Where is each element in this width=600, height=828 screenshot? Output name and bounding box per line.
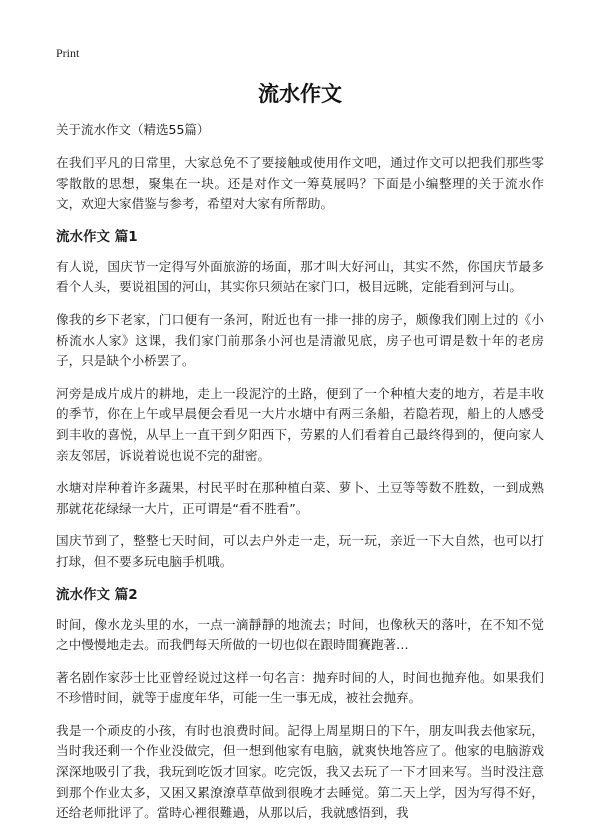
- paragraph: 我是一个顽皮的小孩，有时也浪费时间。記得上周星期日的下午，朋友叫我去他家玩，当时我还剩一个作业没做完，但一想到他家有电脑，就爽快地答应了。他家的电脑游戏深深地吸引了我，我玩到吃饭才回家。吃完饭，我又去玩了一下才回来写。当时没注意到那个作业太多，又困又累潦潦草草做到很晚才去睡觉。第二天上学，因为写得不好，还给老师批评了。當時心裡很難過，从那以后，我就感悟到，我: [56, 722, 544, 821]
- section-heading: 流水作文 篇2: [56, 586, 138, 603]
- page-title: 流水作文: [258, 82, 342, 106]
- print-link[interactable]: Print: [56, 46, 80, 60]
- article-subtitle: 关于流水作文（精选55篇）: [56, 122, 210, 137]
- paragraph: 像我的乡下老家，门口便有一条河，附近也有一排一排的房子，颇像我们刚上过的《小桥流水人家》这课，我们家门前那条小河也是清澈见底，房子也可谓是数十年的老房子，只是缺个小桥罢了。: [56, 311, 544, 369]
- paragraph: 水塘对岸种着许多蔬果，村民平时在那种植白菜、萝卜、土豆等等数不胜数，一到成熟那就花花绿绿一大片，正可谓是“看不胜看”。: [56, 480, 544, 516]
- paragraph: 河旁是成片成片的耕地，走上一段泥泞的土路，便到了一个种植大麦的地方，若是丰收的季节，你在上午或早晨便会看见一大片水塘中有两三条船，若隐若现，船上的人感受到丰收的喜悦，从早上一直干到夕阳西下，劳累的人们看着自己最终得到的，便向家人亲友邻居，诉说着说也说不完的甜密。: [56, 385, 544, 463]
- article-body: [56, 121, 544, 828]
- paragraph: 有人说，国庆节一定得写外面旅游的场面，那才叫大好河山，其实不然，你国庆节最多看个人头，要说祖国的河山，其实你只须站在家门口，极目远眺，定能看到河与山。: [56, 258, 544, 295]
- paragraph: 著名剧作家莎士比亚曾经说过这样一句名言：抛弃时间的人，时间也抛弃他。如果我们不珍惜时间，就等于虚度年华，可能一生一事无成，被社会抛弃。: [56, 669, 544, 706]
- paragraph: 国庆节到了，整整七天时间，可以去户外走一走，玩一玩，亲近一下大自然，也可以打打球，但不要多玩电脑手机哦。: [56, 533, 544, 569]
- paragraph: 时间，像水龙头里的水，一点一滴靜靜的地流去；时间，也像秋天的落叶，在不知不觉之中慢慢地走去。而我們每天所做的一切也似在跟時間賽跑著…: [56, 616, 544, 653]
- intro-paragraph: 在我们平凡的日常里，大家总免不了要接触或使用作文吧，通过作文可以把我们那些零零散散的思想，聚集在一块。还是对作文一筹莫展吗？下面是小编整理的关于流水作文，欢迎大家借鉴与参考，希望对大家有所帮助。: [56, 155, 544, 212]
- section-heading: 流水作文 篇1: [56, 228, 138, 245]
